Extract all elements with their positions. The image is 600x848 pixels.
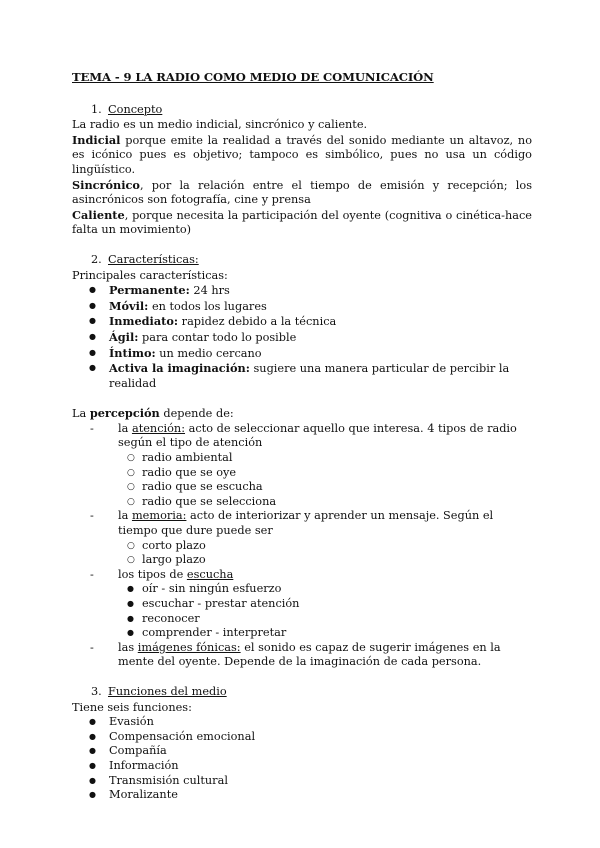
section-title: Funciones del medio: [108, 684, 227, 698]
section-number: 2.: [91, 252, 102, 266]
memoria-item: [72, 509, 532, 567]
list-item: [72, 346, 532, 362]
list-item: [72, 299, 532, 315]
term: Íntimo:: [109, 345, 156, 360]
list-item: [72, 361, 532, 391]
definition: en todos los lugares: [148, 299, 267, 313]
term: atención:: [131, 421, 186, 435]
percepcion-intro: [72, 406, 532, 422]
term: memoria:: [131, 509, 187, 523]
section-title: Características:: [108, 252, 199, 266]
atencion-sublist: [118, 451, 532, 509]
funciones-intro: Tiene seis funciones:: [72, 700, 192, 714]
text: La: [72, 407, 90, 421]
document-title: TEMA - 9 LA RADIO COMO MEDIO DE COMUNICACIÓN: [72, 70, 434, 84]
document-page: [72, 70, 532, 803]
definition: rapidez debido a la técnica: [178, 315, 337, 329]
section-2-heading: [91, 253, 532, 268]
section-1-heading: [91, 103, 532, 118]
definition: sugiere una manera particular de percibir la realidad: [109, 362, 510, 390]
list-item: ○ largo plazo: [72, 553, 532, 568]
definition: , porque necesita la participación del oyente (cognitiva o cinética-hace falta un movimiento): [72, 208, 532, 237]
percepcion-list: [72, 422, 532, 670]
text: depende de:: [159, 407, 234, 421]
section-number: 3.: [91, 684, 102, 698]
list-item: ○ radio ambiental: [72, 451, 532, 466]
list-item: ● Transmisión cultural: [72, 774, 532, 789]
term: Móvil:: [109, 298, 149, 313]
escucha-item: [72, 568, 532, 641]
text: la: [118, 421, 132, 435]
caracteristicas-list: [72, 283, 532, 391]
definition: el sonido es capaz de sugerir imágenes en la mente del oyente. Depende de la imaginación de cada persona.: [118, 640, 501, 669]
term: percepción: [89, 406, 160, 421]
definition: acto de seleccionar aquello que interesa. 4 tipos de radio según el tipo de atención: [118, 421, 517, 450]
list-item: ● Compensación emocional: [72, 730, 532, 745]
list-item: ○ radio que se escucha: [72, 480, 532, 495]
section-title: Concepto: [108, 102, 163, 116]
term: Activa la imaginación:: [109, 361, 250, 376]
list-item: ● reconocer: [72, 612, 532, 627]
text: las: [118, 640, 138, 654]
concepto-intro: La radio es un medio indicial, sincrónico y caliente.: [72, 118, 368, 132]
definition: un medio cercano: [155, 346, 262, 360]
list-item: ● Moralizante: [72, 788, 532, 803]
list-item: ○ corto plazo: [72, 539, 532, 554]
term: Indicial: [72, 132, 121, 147]
section-3-heading: [91, 685, 532, 700]
definition: 24 hrs: [189, 284, 230, 298]
list-item: [72, 283, 532, 299]
list-item: [72, 314, 532, 330]
term: Caliente: [72, 207, 125, 222]
definition: para contar todo lo posible: [138, 330, 297, 344]
definition: acto de interiorizar y aprender un mensaje. Según el tiempo que dure puede ser: [118, 509, 494, 538]
term: escucha: [186, 567, 234, 581]
escucha-sublist: [118, 582, 532, 640]
atencion-item: [72, 422, 532, 510]
list-item: ○ radio que se oye: [72, 466, 532, 481]
list-item: ● Información: [72, 759, 532, 774]
list-item: ○ radio que se selecciona: [72, 495, 532, 510]
definition: , por la relación entre el tiempo de emisión y recepción; los asincrónicos son fotografía, cine y prensa: [72, 178, 532, 207]
list-item: ● Compañía: [72, 744, 532, 759]
term: Inmediato:: [109, 314, 179, 329]
definition: porque emite la realidad a través del sonido mediante un altavoz, no es icónico pues es objetivo; tampoco es simbólico, pues no usa un código lingüístico.: [72, 133, 532, 176]
text: los tipos de: [118, 567, 187, 581]
list-item: ● Evasión: [72, 715, 532, 730]
term: Sincrónico: [72, 177, 140, 192]
text: la: [118, 509, 132, 523]
caracteristicas-intro: Principales características:: [72, 268, 228, 282]
term: imágenes fónicas:: [137, 640, 241, 654]
indicial-paragraph: [72, 133, 532, 178]
funciones-list: [72, 715, 532, 803]
sincronico-paragraph: [72, 178, 532, 208]
section-number: 1.: [91, 102, 102, 116]
term: Permanente:: [109, 283, 190, 298]
caliente-paragraph: [72, 208, 532, 238]
memoria-sublist: [118, 539, 532, 568]
imagenes-item: [72, 641, 532, 670]
list-item: ● oír - sin ningún esfuerzo: [72, 582, 532, 597]
list-item: ● escuchar - prestar atención: [72, 597, 532, 612]
term: Ágil:: [109, 329, 139, 344]
list-item: ● comprender - interpretar: [72, 626, 532, 641]
list-item: [72, 330, 532, 346]
